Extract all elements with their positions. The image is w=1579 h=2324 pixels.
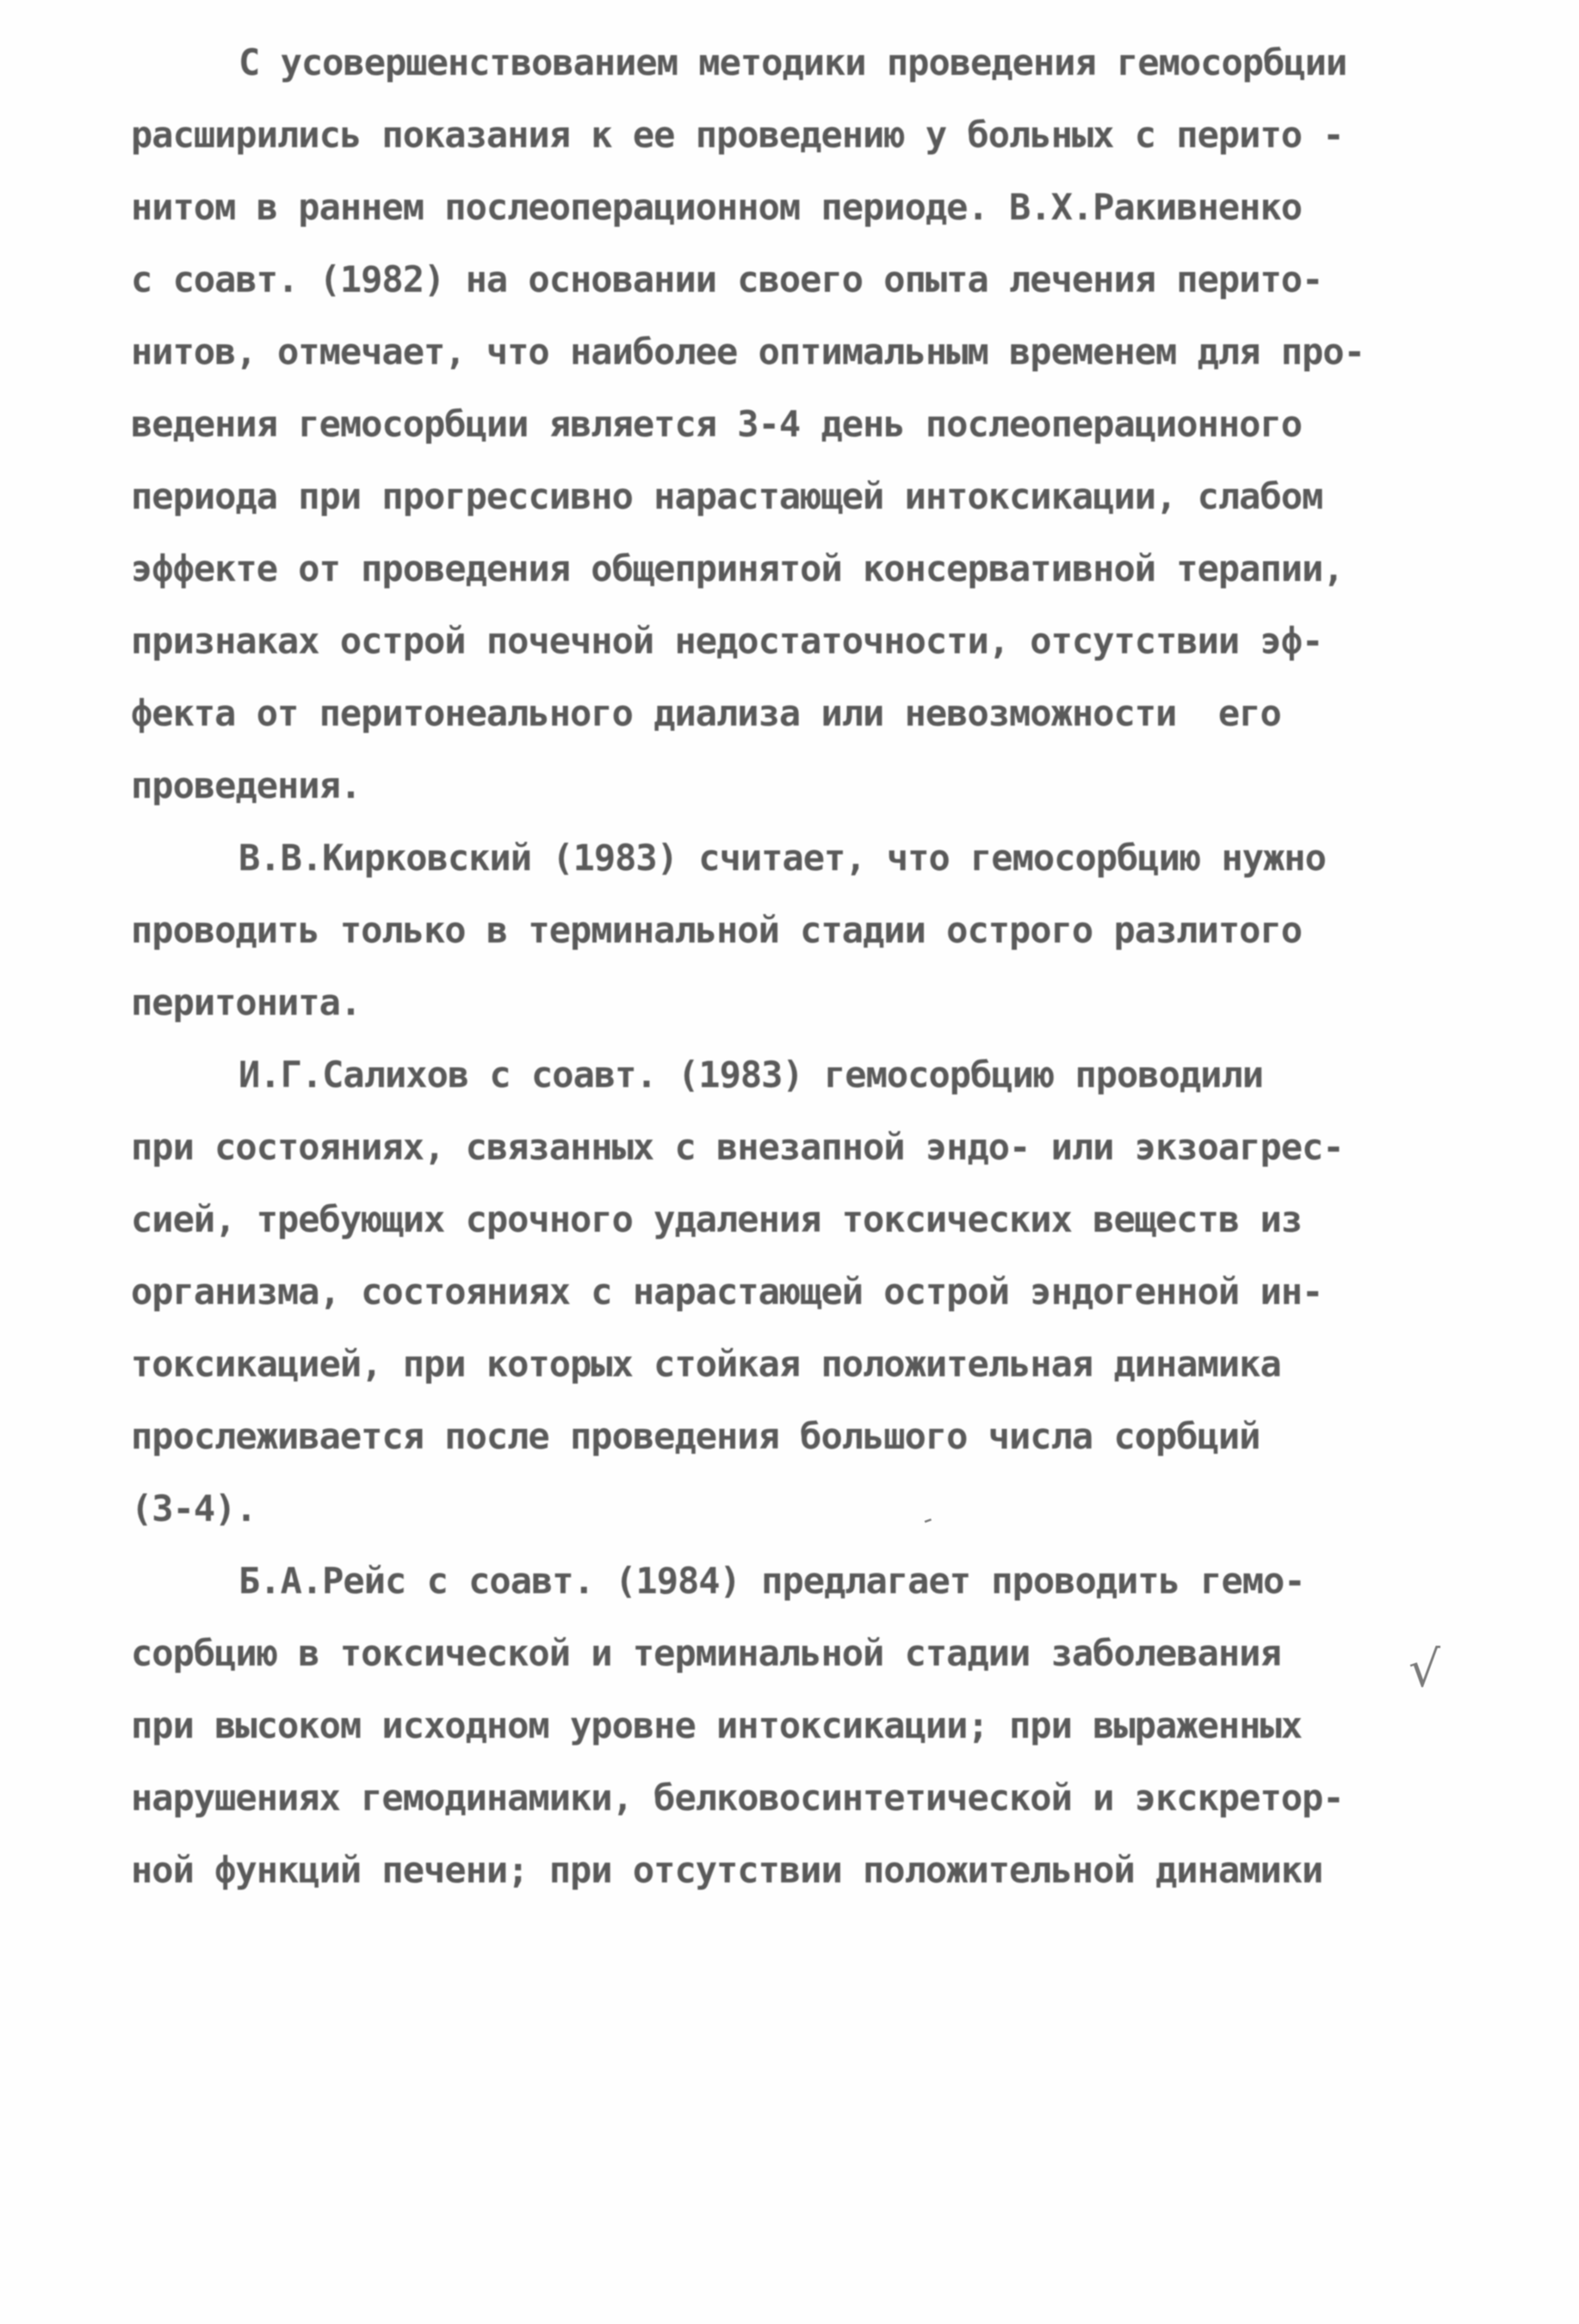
text-line: фекта от перитонеального диализа или невозможности его (131, 692, 1281, 734)
stray-mark: - (918, 1504, 938, 1536)
text-line: перитонита. (131, 981, 362, 1023)
text-line: Б.А.Рейс с соавт. (1984) предлагает проводить гемо- (238, 1560, 1305, 1602)
text-line: сией, требующих срочного удаления токсических веществ из (131, 1198, 1303, 1240)
check-mark: √ (1409, 1640, 1440, 1698)
text-line: эффекте от проведения общепринятой консервативной терапии, (131, 547, 1344, 590)
text-line: проводить только в терминальной стадии острого разлитого (131, 909, 1303, 951)
text-line: И.Г.Салихов с соавт. (1983) гемосорбцию проводили (238, 1054, 1264, 1096)
text-line: сорбцию в токсической и терминальной стадии заболевания (131, 1632, 1281, 1674)
text-line: при состояниях, связанных с внезапной эндо- или экзоагрес- (131, 1126, 1344, 1168)
text-line: признаках острой почечной недостаточности, отсутствии эф- (131, 620, 1323, 662)
text-line: при высоком исходном уровне интоксикации; при выраженных (131, 1704, 1303, 1746)
text-line: нарушениях гемодинамики, белковосинтетической и экскретор- (131, 1777, 1344, 1819)
text-line: токсикацией, при которых стойкая положительная динамика (131, 1343, 1281, 1385)
text-line: ведения гемосорбции является 3-4 день послеоперационного (131, 403, 1303, 445)
text-line: С усовершенствованием методики проведения гемосорбции (238, 41, 1347, 83)
text-line: нитом в раннем послеоперационном периоде. В.Х.Ракивненко (131, 186, 1303, 228)
text-line: периода при прогрессивно нарастающей интоксикации, слабом (131, 475, 1323, 517)
text-line: расширились показания к ее проведению у больных с перито - (131, 114, 1344, 156)
text-line: В.В.Кирковский (1983) считает, что гемосорбцию нужно (238, 837, 1326, 879)
text-line: нитов, отмечает, что наиболее оптимальным временем для про- (131, 331, 1365, 373)
text-line: с соавт. (1982) на основании своего опыта лечения перито- (131, 258, 1323, 300)
text-line: проведения. (131, 764, 362, 807)
text-line: прослеживается после проведения большого числа сорбций (131, 1415, 1260, 1457)
text-line: организма, состояниях с нарастающей острой эндогенной ин- (131, 1270, 1323, 1313)
text-line: ной функций печени; при отсутствии положительной динамики (131, 1849, 1323, 1891)
text-line: (3-4). (131, 1487, 257, 1530)
